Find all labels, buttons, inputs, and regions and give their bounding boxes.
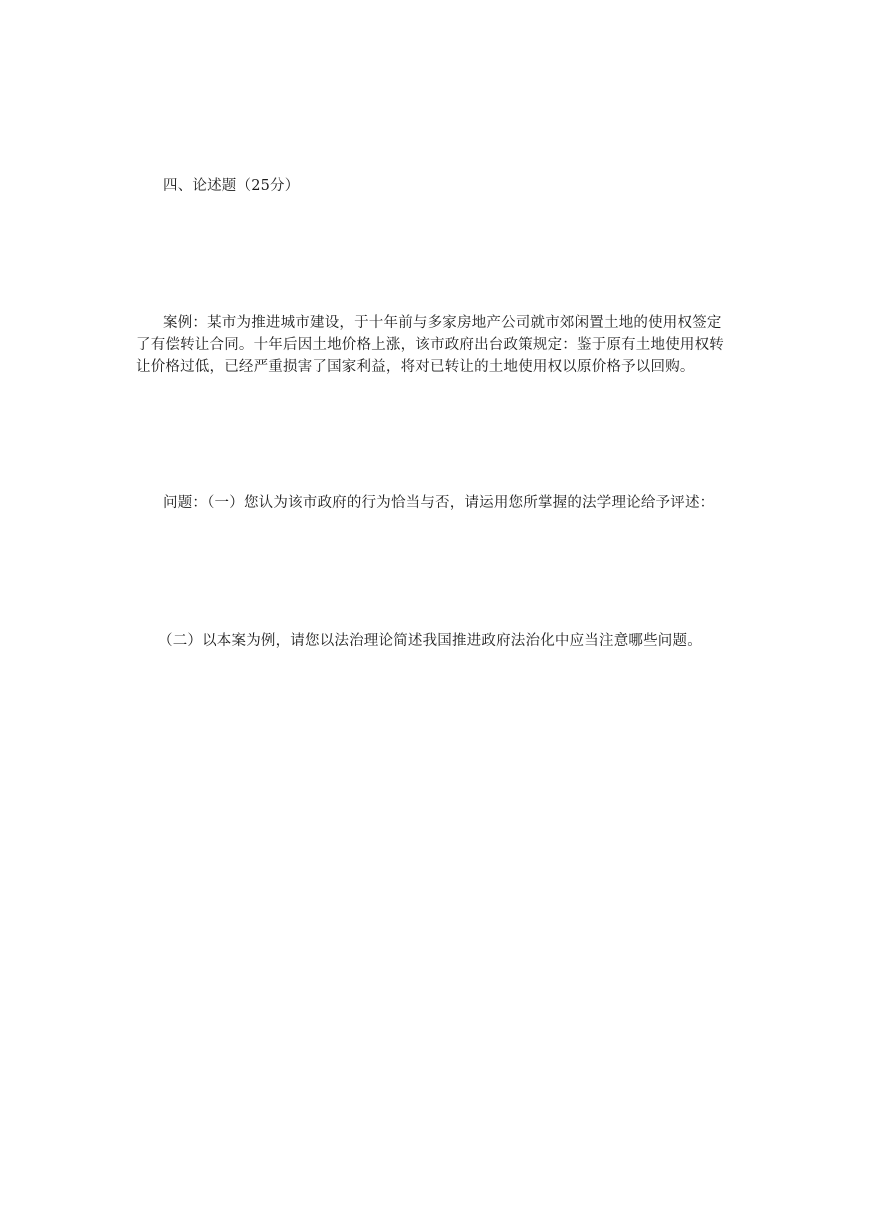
section-heading: 四、论述题（25分） <box>163 178 300 194</box>
question-one: 问题：（一）您认为该市政府的行为恰当与否，请运用您所掌握的法学理论给予评述： <box>163 495 715 511</box>
question-two: （二）以本案为例，请您以法治理论简述我国推进政府法治化中应当注意哪些问题。 <box>158 633 702 649</box>
case-text-line: 让价格过低，已经严重损害了国家利益，将对已转让的土地使用权以原价格予以回购。 <box>136 359 695 375</box>
case-text-line: 案例：某市为推进城市建设，于十年前与多家房地产公司就市郊闲置土地的使用权签定 <box>163 315 722 331</box>
case-text-line: 了有偿转让合同。十年后因土地价格上涨，该市政府出台政策规定：鉴于原有土地使用权转 <box>136 337 724 353</box>
